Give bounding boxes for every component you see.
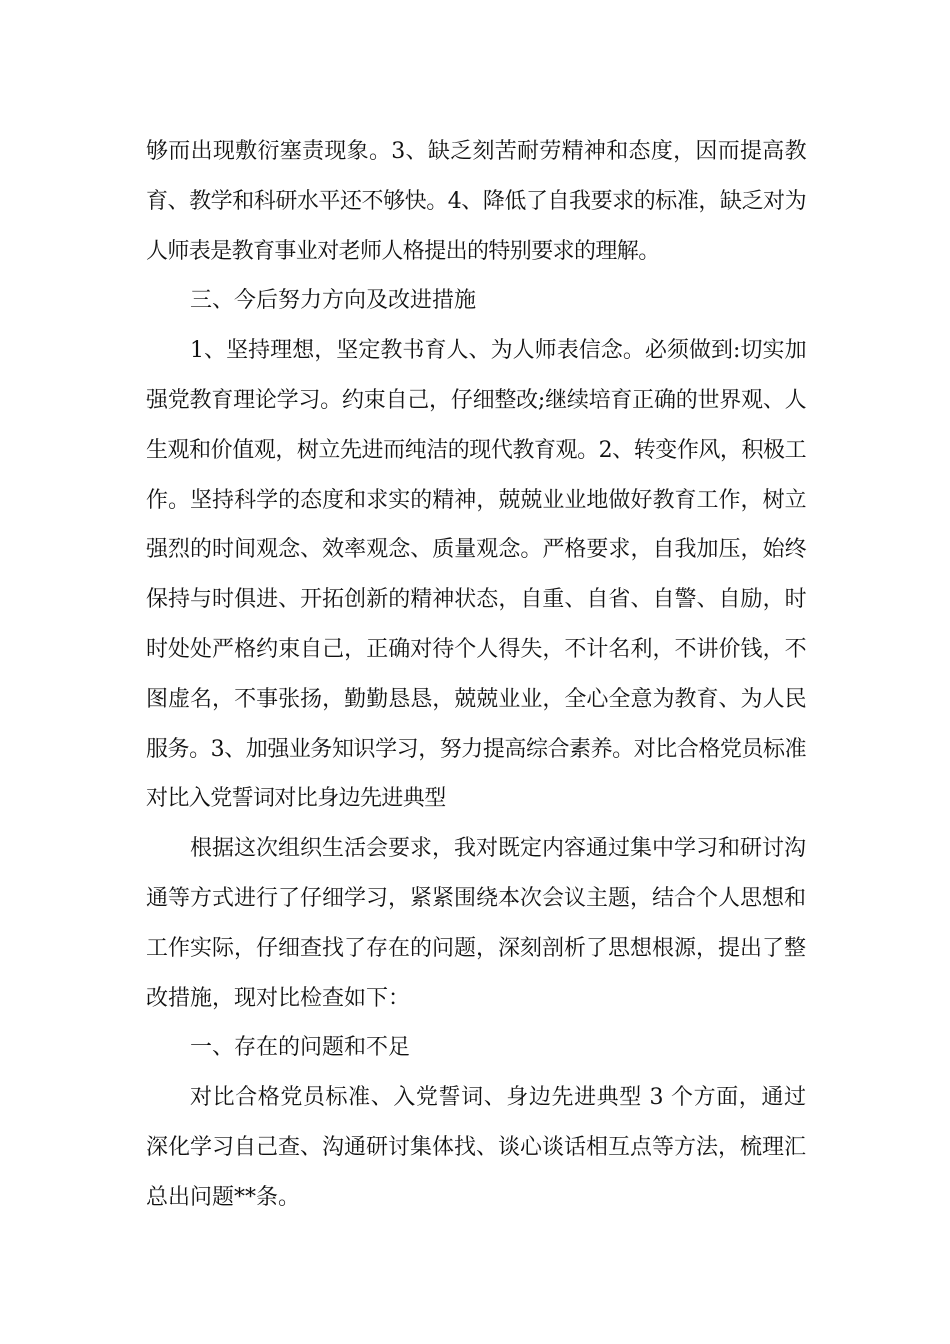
section-heading-future-direction: 三、今后努力方向及改进措施 (190, 288, 477, 314)
paragraph-problem-summary: 对比合格党员标准、入党誓词、身边先进典型 3 个方面，通过深化学习自己查、沟通研讨集体找、谈心谈话相互点等方法，梳理汇总出问题**条。 (146, 1085, 807, 1210)
paragraph-improvement-measures: 1、坚持理想，坚定教书育人、为人师表信念。必须做到:切实加强党教育理论学习。约束自己，仔细整改;继续培育正确的世界观、人生观和价值观，树立先进而纯洁的现代教育观。2、转变作风，积极工作。坚持科学的态度和求实的精神，兢兢业业地做好教育工作，树立强烈的时间观念、效率观念、质量观念。严格要求，自我加压，始终保持与时俱进、开拓创新的精神状态，自重、自省、自警、自励，时时处处严格约束自己，正确对待个人得失，不计名利，不讲价钱，不图虚名，不事张扬，勤勤恳恳，兢兢业业，全心全意为教育、为人民服务。3、加强业务知识学习，努力提高综合素养。对比合格党员标准对比入党誓词对比身边先进典型 (146, 338, 806, 812)
paragraph-continuation: 够而出现敷衍塞责现象。3、缺乏刻苦耐劳精神和态度，因而提高教育、教学和科研水平还不够快。4、降低了自我要求的标准，缺乏对为人师表是教育事业对老师人格提出的特别要求的理解。 (146, 139, 806, 264)
document-body (146, 127, 806, 1223)
paragraph-meeting-intro: 根据这次组织生活会要求，我对既定内容通过集中学习和研讨沟通等方式进行了仔细学习，紧紧围绕本次会议主题，结合个人思想和工作实际，仔细查找了存在的问题，深刻剖析了思想根源，提出了整改措施，现对比检查如下： (146, 836, 807, 1011)
section-heading-problems: 一、存在的问题和不足 (190, 1035, 411, 1061)
